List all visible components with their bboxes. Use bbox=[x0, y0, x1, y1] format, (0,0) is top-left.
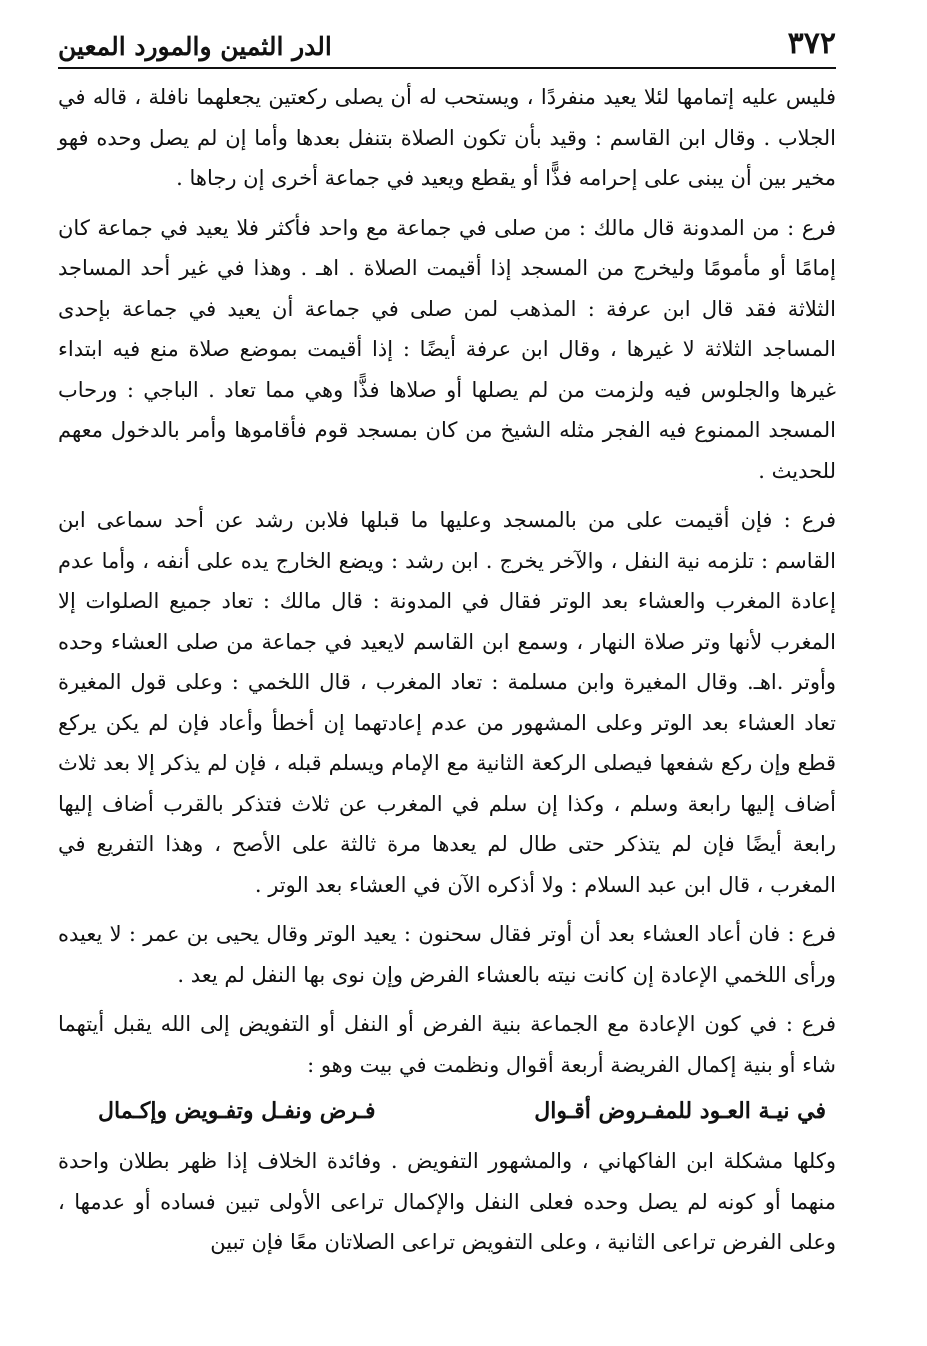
poetry-verse bbox=[58, 1089, 836, 1133]
paragraph: فرع : فإن أقيمت على من بالمسجد وعليها ما قبلها فلابن رشد عن أحد سماعى ابن القاسم : تلزمه نية النفل ، والآخر يخرج . ابن رشد : ويضع الخارج يده على أنفه ، وأما عدم إعادة المغرب والعشاء بعد الوتر فقال في المدونة : قال مالك : تعاد جميع الصلوات إلا المغرب لأنها وتر صلاة النهار ، وسمع ابن القاسم لايعيد في جماعة من صلى العشاء وحده وأوتر .اهـ. وقال المغيرة وابن مسلمة : تعاد المغرب ، قال اللخمي : وعلى قول المغيرة تعاد العشاء بعد الوتر وعلى المشهور من عدم إعادتهما إن أخطأ وأعاد فإن لم يكن يركع قطع وإن ركع شفعها فيصلى الركعة الثانية مع الإمام ويسلم قبله ، فإن لم يذكر إلا بعد ثلاث أضاف إليها رابعة وسلم ، وكذا إن سلم في المغرب عن ثلاث فتذكر بالقرب أضاف إليها رابعة أيضًا فإن لم يتذكر حتى طال لم يعدها مرة ثالثة على الأصح ، وهذا التفريع في المغرب ، قال ابن عبد السلام : ولا أذكره الآن في العشاء بعد الوتر . bbox=[58, 508, 836, 897]
page-number: ٣٧٢ bbox=[787, 26, 836, 61]
page-header bbox=[58, 26, 836, 69]
verse-second-hemistich: فـرض ونفـل وتفـويض وإكـمال bbox=[98, 1098, 376, 1124]
closing-paragraph: وكلها مشكلة ابن الفاكهاني ، والمشهور التفويض . وفائدة الخلاف إذا ظهر بطلان واحدة منهما أو كونه لم يصل وحده فعلى النفل والإكمال تراعى الأولى تبين فساده أو عدمها ، وعلى الفرض تراعى الثانية ، وعلى التفويض تراعى الصلاتان معًا فإن تبين bbox=[58, 1149, 836, 1254]
running-title: الدر الثمين والمورد المعين bbox=[58, 32, 332, 61]
body-text bbox=[58, 77, 836, 1263]
book-page bbox=[58, 26, 836, 1263]
paragraph: فرع : في كون الإعادة مع الجماعة بنية الفرض أو النفل أو التفويض إلى الله يقبل أيتهما شاء أو بنية إكمال الفريضة أربعة أقوال ونظمت في بيت وهو : bbox=[58, 1012, 836, 1077]
paragraph: فليس عليه إتمامها لئلا يعيد منفردًا ، ويستحب له أن يصلى ركعتين يجعلهما نافلة ، قاله في الجلاب . وقال ابن القاسم : وقيد بأن تكون الصلاة بتنفل بعدها وأما إن لم يصل وحده فهو مخير بين أن يبنى على إحرامه فذًّا أو يقطع ويعيد في جماعة أخرى إن رجاها . bbox=[58, 85, 836, 190]
verse-first-hemistich: في نيـة العـود للمفـروض أقـوال bbox=[534, 1098, 826, 1124]
paragraph: فرع : من المدونة قال مالك : من صلى في جماعة مع واحد فأكثر فلا يعيد في جماعة كان إمامًا أو مأمومًا وليخرج من المسجد إذا أقيمت الصلاة . اهـ . وهذا في غير أحد المساجد الثلاثة فقد قال ابن عرفة : المذهب لمن صلى في جماعة أن يعيد في جماعة بإحدى المساجد الثلاثة لا غيرها ، وقال ابن عرفة أيضًا : إذا أقيمت بموضع صلاة منع فيه ابتداء غيرها والجلوس فيه ولزمت من لم يصلها أو صلاها فذًّا وهي مما تعاد . الباجي : ورحاب المسجد الممنوع فيه الفجر مثله الشيخ من كان بمسجد قوم فأقاموها وأمر بالدخول معهم للحديث . bbox=[58, 215, 836, 483]
paragraph: فرع : فان أعاد العشاء بعد أن أوتر فقال سحنون : يعيد الوتر وقال يحيى بن عمر : لا يعيده ورأى اللخمي الإعادة إن كانت نيته بالعشاء الفرض وإن نوى بها النفل لم يعد . bbox=[58, 922, 836, 987]
